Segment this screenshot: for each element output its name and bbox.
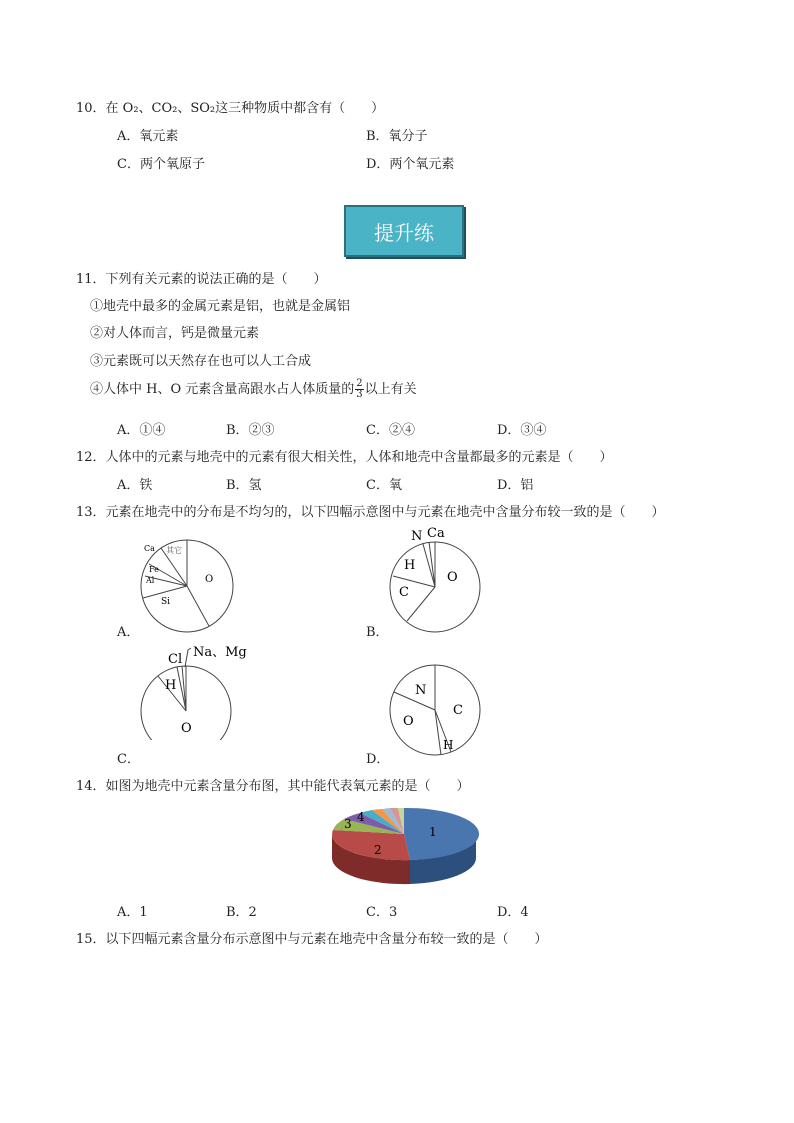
pie-a-label-si: Si bbox=[161, 597, 171, 607]
q11-statement-4-tail: 以上有关 bbox=[364, 382, 417, 397]
pie-d-label-n: N bbox=[415, 683, 427, 698]
question-15-stem: 15．以下四幅元素含量分布示意图中与元素在地壳中含量分布较一致的是（ ） bbox=[76, 932, 548, 947]
pie-chart-3d bbox=[328, 798, 480, 888]
q13-option-d: D． bbox=[366, 752, 390, 767]
q14-option-d: D．4 bbox=[497, 905, 529, 920]
fraction-two-thirds bbox=[355, 379, 363, 400]
q14-option-c: C．3 bbox=[366, 905, 398, 920]
pie-3d-label-3: 3 bbox=[344, 817, 352, 831]
pie-3d-label-4: 4 bbox=[357, 810, 365, 824]
q10-option-d: D．两个氧元素 bbox=[366, 157, 455, 172]
q13-option-c: C． bbox=[117, 752, 140, 767]
section-badge bbox=[344, 205, 464, 257]
q13-option-b: B． bbox=[366, 625, 389, 640]
section-badge-label: 提升练 bbox=[374, 220, 434, 245]
pie-b-label-c: C bbox=[399, 585, 409, 600]
q11-statement-3: ③元素既可以天然存在也可以人工合成 bbox=[90, 354, 312, 369]
question-14-stem: 14．如图为地壳中元素含量分布图，其中能代表氧元素的是（ ） bbox=[76, 779, 470, 794]
question-10-stem: 10．在 O₂、CO₂、SO₂这三种物质中都含有（ ） bbox=[76, 101, 385, 116]
question-11-stem: 11．下列有关元素的说法正确的是（ ） bbox=[76, 272, 327, 287]
pie-a-label-ca: Ca bbox=[144, 544, 155, 553]
q12-option-b: B．氢 bbox=[226, 478, 262, 493]
pie-c-label-o: O bbox=[181, 721, 192, 736]
pie-a-label-other: 其它 bbox=[166, 546, 182, 555]
q11-statement-4 bbox=[90, 378, 417, 400]
pie-chart-a bbox=[135, 538, 240, 634]
q12-option-c: C．氧 bbox=[366, 478, 402, 493]
q10-option-c: C．两个氧原子 bbox=[117, 157, 205, 172]
pie-b-label-h: H bbox=[404, 558, 416, 573]
q12-option-a: A．铁 bbox=[117, 478, 153, 493]
q13-option-a: A． bbox=[117, 625, 140, 640]
pie-b-label-o: O bbox=[447, 570, 458, 585]
q10-option-b: B．氧分子 bbox=[366, 129, 428, 144]
pie-d-label-h: H bbox=[443, 738, 454, 752]
fraction-numerator: 2 bbox=[356, 378, 363, 389]
pie-c-label-h: H bbox=[165, 678, 177, 693]
pie-3d-label-2: 2 bbox=[374, 843, 382, 857]
pie-d-label-c: C bbox=[453, 703, 463, 718]
q11-statement-4-text: ④人体中 H、O 元素含量高跟水占人体质量的 bbox=[90, 382, 355, 397]
q11-option-a: A．①④ bbox=[117, 423, 166, 438]
pie-a-label-o: O bbox=[205, 574, 214, 585]
pie-a-label-fe: Fe bbox=[149, 565, 159, 574]
q11-statement-2: ②对人体而言，钙是微量元素 bbox=[90, 326, 260, 341]
pie-chart-d bbox=[385, 660, 485, 760]
q12-option-d: D．铝 bbox=[497, 478, 534, 493]
q14-option-b: B．2 bbox=[226, 905, 257, 920]
pie-chart-c bbox=[138, 640, 250, 740]
pie-b-label-ca: Ca bbox=[427, 526, 445, 541]
question-13-stem: 13．元素在地壳中的分布是不均匀的，以下四幅示意图中与元素在地壳中含量分布较一致的是（ ） bbox=[76, 505, 665, 520]
q11-option-c: C．②④ bbox=[366, 423, 415, 438]
pie-a-label-al: Al bbox=[146, 576, 155, 585]
pie-chart-b bbox=[385, 524, 485, 636]
q10-option-a: A．氧元素 bbox=[117, 129, 179, 144]
pie-c-leader-line bbox=[185, 648, 191, 667]
pie-d-label-o: O bbox=[403, 714, 414, 729]
pie-c-label-cl: Cl bbox=[168, 652, 183, 667]
q11-option-b: B．②③ bbox=[226, 423, 275, 438]
pie-c-label-na-mg: Na、Mg bbox=[193, 645, 247, 660]
q11-statement-1: ①地壳中最多的金属元素是铝，也就是金属铝 bbox=[90, 299, 351, 314]
q14-option-a: A．1 bbox=[117, 905, 148, 920]
pie-b-label-n: N bbox=[411, 529, 423, 544]
q11-option-d: D．③④ bbox=[497, 423, 547, 438]
question-12-stem: 12．人体中的元素与地壳中的元素有很大相关性，人体和地壳中含量都最多的元素是（ ） bbox=[76, 450, 613, 465]
fraction-denominator: 3 bbox=[356, 389, 363, 400]
pie-3d-label-1: 1 bbox=[429, 825, 437, 839]
